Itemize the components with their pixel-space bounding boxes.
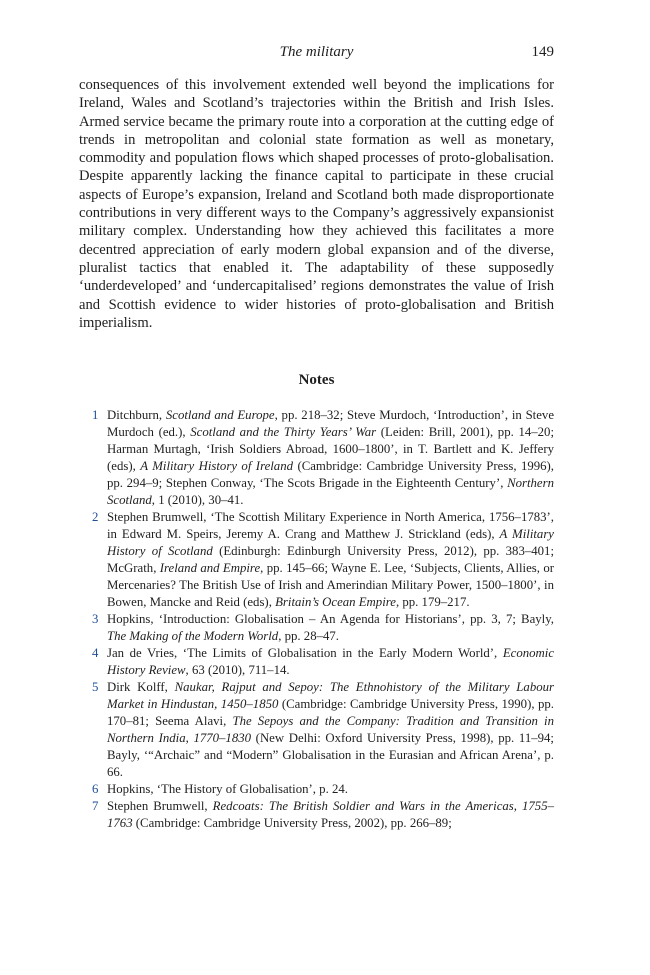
body-paragraph: consequences of this involvement extended well beyond the implications for Ireland, Wales and Scotland’s trajectories within the British and Irish Isles. Armed service became the primary route into a corporation at the cutting edge of trends in metropolitan and colonial state formation as well as monetary, commodity and population flows which shaped processes of proto-globalisation. Despite apparently lacking the finance capital to participate in these crucial aspects of Europe’s expansion, Ireland and Scotland both made disproportionate contributions in very different ways to the Company’s aggressively expansionist military complex. Understanding how they achieved this facilitates a more decentred appreciation of early modern global expansion and of the diverse, pluralist tactics that enabled it. The adaptability of these supposedly ‘underdeveloped’ and ‘undercapitalised’ regions demonstrates the value of Irish and Scottish evidence to wider histories of proto-globalisation and British imperialism. (79, 77, 554, 331)
footnote-segment: Dirk Kolff, (107, 680, 175, 695)
footnote-segment: (Edinburgh: Edinburgh University Press, 2012), pp. 383–401; McGrath, (107, 544, 555, 576)
footnote-title: A Military History of Scotland (107, 527, 554, 559)
footnote-segment: (Leiden: Brill, 2001), pp. 14–20; Harman Murtagh, ‘Irish Soldiers Abroad, 1600–1800’, in T. Bartlett and K. Jeffery (eds), (107, 425, 554, 474)
running-head (79, 44, 554, 68)
footnote-segment: , pp. 28–47. (278, 629, 339, 644)
notes-heading: Notes (298, 372, 335, 389)
footnote-text (107, 680, 554, 779)
footnote (79, 509, 554, 611)
notes-list (79, 407, 554, 832)
footnote-number[interactable]: 7 (92, 799, 99, 814)
footnote-number[interactable]: 1 (92, 408, 99, 423)
footnote-title: The Making of the Modern World (107, 629, 279, 644)
footnote-title: Economic History Review (107, 646, 554, 678)
footnote (79, 611, 554, 645)
footnote-text (107, 510, 554, 609)
footnote-segment: (Cambridge: Cambridge University Press, 1996), pp. 294–9; Stephen Conway, ‘The Scots Brigade in the Eighteenth Century’, (107, 459, 554, 491)
book-page (79, 44, 554, 832)
footnote-segment: Hopkins, ‘The History of Globalisation’, p. 24. (107, 782, 348, 797)
footnote-text (107, 408, 554, 507)
footnote-number[interactable]: 6 (92, 782, 99, 797)
footnote-segment: Ditchburn, (107, 408, 166, 423)
footnote-segment: Hopkins, ‘Introduction: Globalisation – An Agenda for Historians’, pp. 3, 7; Bayly, (107, 612, 554, 627)
footnote (79, 679, 554, 781)
footnote-text (107, 782, 348, 796)
footnote-title: Naukar, Rajput and Sepoy: The Ethnohistory of the Military Labour Market in Hindustan, 1450–1850 (107, 680, 554, 712)
footnote-segment: Stephen Brumwell, (107, 799, 213, 814)
footnote-title: Ireland and Empire (159, 561, 261, 576)
footnote (79, 407, 554, 509)
footnote-title: Northern Scotland (107, 476, 554, 508)
footnote-number[interactable]: 4 (92, 646, 99, 661)
footnote-text (107, 646, 554, 677)
footnote-segment: , 1 (2010), 30–41. (151, 493, 244, 508)
footnote-segment: Jan de Vries, ‘The Limits of Globalisation in the Early Modern World’, (107, 646, 503, 661)
footnote-segment: , pp. 179–217. (395, 595, 470, 610)
footnote-text (107, 799, 554, 830)
running-title: The military (279, 44, 354, 60)
footnote-segment: (Cambridge: Cambridge University Press, 2002), pp. 266–89; (132, 816, 452, 831)
footnote (79, 645, 554, 679)
footnote-text (107, 612, 554, 643)
footnote-number[interactable]: 5 (92, 680, 99, 695)
footnote-title: Scotland and the Thirty Years’ War (190, 425, 377, 440)
footnote-title: The Sepoys and the Company: Tradition and Transition in Northern India, 1770–1830 (107, 714, 554, 746)
footnote-segment: , pp. 145–66; Wayne E. Lee, ‘Subjects, Clients, Allies, or Mercenaries? The British Use of Irish and Amerindian Military Power, 1500–1800’, in Bowen, Mancke and Reid (eds), (107, 561, 555, 610)
footnote-title: Britain’s Ocean Empire (275, 595, 396, 610)
footnote-title: A Military History of Ireland (140, 459, 294, 474)
footnote-segment: (New Delhi: Oxford University Press, 1998), pp. 11–94; Bayly, ‘“Archaic” and “Modern” Globalisation in the Eurasian and African Arena’, p. 66. (107, 731, 554, 780)
footnote (79, 781, 554, 798)
footnote-segment: (Cambridge: Cambridge University Press, 1990), pp. 170–81; Seema Alavi, (107, 697, 554, 729)
footnote-segment: , pp. 218–32; Steve Murdoch, ‘Introduction’, in Steve Murdoch (ed.), (107, 408, 554, 440)
footnote-segment: Stephen Brumwell, ‘The Scottish Military Experience in North America, 1756–1783’, in Edward M. Speirs, Jeremy A. Crang and Matthew J. Strickland (eds), (107, 510, 554, 542)
footnote-title: Scotland and Europe (165, 408, 275, 423)
footnote-number[interactable]: 3 (92, 612, 99, 627)
footnote (79, 798, 554, 832)
page-number: 149 (531, 44, 554, 60)
footnote-number[interactable]: 2 (92, 510, 99, 525)
footnote-segment: , 63 (2010), 711–14. (185, 663, 290, 678)
footnote-title: Redcoats: The British Soldier and Wars in the Americas, 1755–1763 (107, 799, 554, 831)
